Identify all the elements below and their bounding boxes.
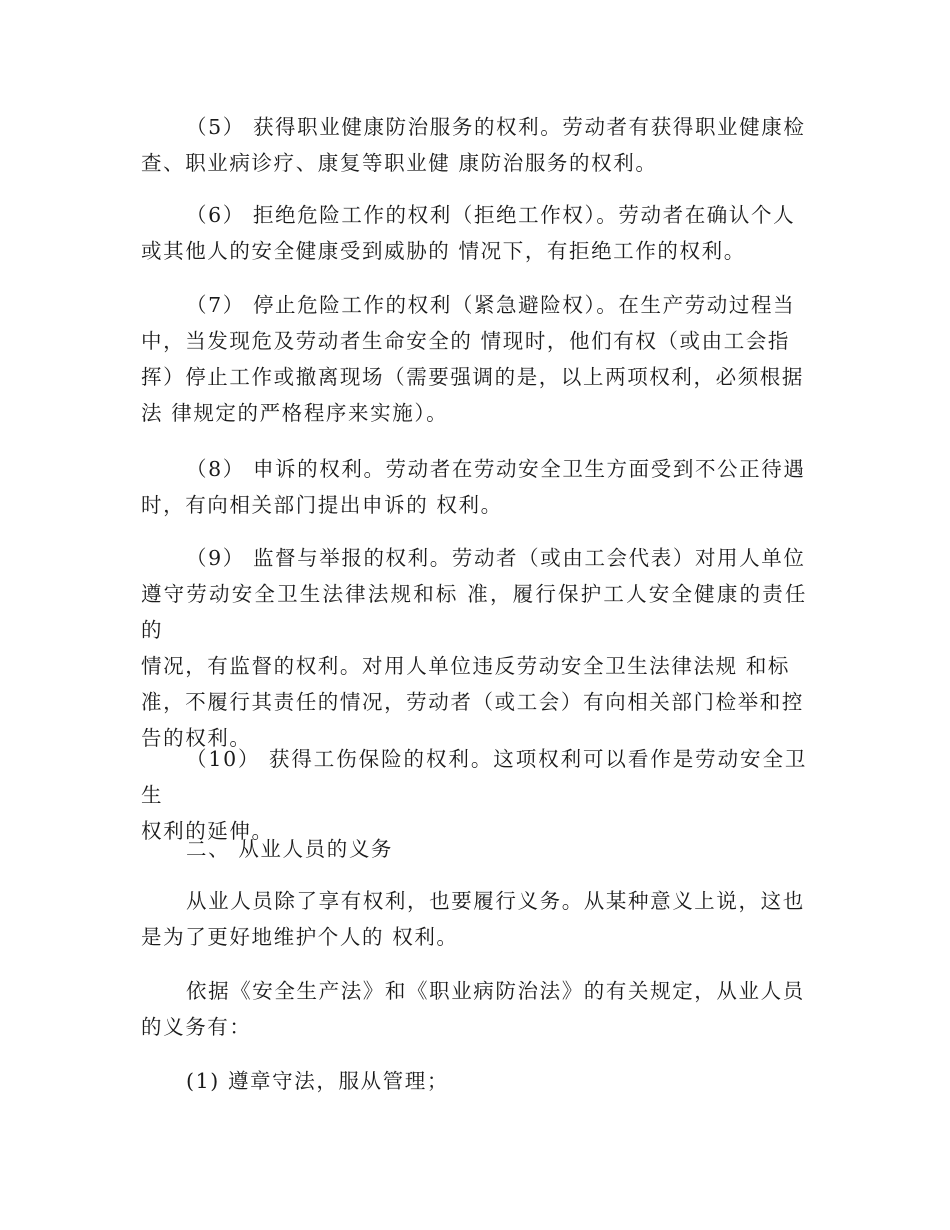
text-line: 告的权利。 [141,726,252,750]
text-line: 二、 从业人员的义务 [186,837,394,861]
text-line: （10） 获得工伤保险的权利。这项权利可以看作是劳动安全卫生 [141,747,807,807]
text-line: 或其他人的安全健康受到威胁的 情况下，有拒绝工作的权利。 [141,239,746,263]
text-line: 法 律规定的严格程序来实施）。 [141,401,449,425]
text-line: （7） 停止危险工作的权利（紧急避险权）。在生产劳动过程当 [186,293,796,317]
paragraph-right-7 [141,287,807,431]
paragraph-intro [141,883,807,955]
text-line: 挥）停止工作或撤离现场（需要强调的是，以上两项权利，必须根据 [141,365,804,389]
text-line: 是为了更好地维护个人的 权利。 [141,925,459,949]
paragraph-legal-basis [141,973,807,1045]
text-line: （6） 拒绝危险工作的权利（拒绝工作权）。劳动者在确认个人 [186,203,796,227]
section-heading [141,831,807,867]
text-line: 中，当发现危及劳动者生命安全的 情现时，他们有权（或由工会指 [141,329,791,353]
text-line: （9） 监督与举报的权利。劳动者（或由工会代表）对用人单位 [186,546,806,570]
text-line: 准，不履行其责任的情况，劳动者（或工会）有向相关部门检举和控 [141,690,804,714]
duty-item-1 [141,1063,807,1099]
text-line: 的义务有： [141,1015,252,1039]
paragraph-right-6 [141,197,807,269]
text-line: (1) 遵章守法，服从管理； [186,1069,449,1093]
text-line: 时，有向相关部门提出申诉的 权利。 [141,493,503,517]
text-line: （5） 获得职业健康防治服务的权利。劳动者有获得职业健康检 [186,115,806,139]
text-line: 遵守劳动安全卫生法律法规和标 准，履行保护工人安全健康的责任的 [141,582,807,642]
paragraph-right-8 [141,451,807,523]
text-line: 权利的延伸。 [141,819,274,843]
text-line: 查、职业病诊疗、康复等职业健 康防治服务的权利。 [141,151,658,175]
text-line: 从业人员除了享有权利，也要履行义务。从某种意义上说，这也 [186,889,805,913]
text-line: （8） 申诉的权利。劳动者在劳动安全卫生方面受到不公正待遇 [186,457,806,481]
paragraph-right-9 [141,540,807,756]
text-line: 依据《安全生产法》和《职业病防治法》的有关规定，从业人员 [186,979,805,1003]
text-line: 情况，有监督的权利。对用人单位违反劳动安全卫生法律法规 和标 [141,654,791,678]
paragraph-right-5 [141,109,807,181]
